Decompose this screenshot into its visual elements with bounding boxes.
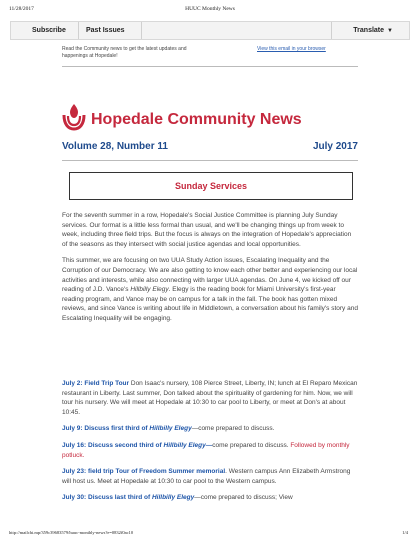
book-title: Hillbilly Elegy [151,494,195,502]
print-url: http://mailchi.mp/359c39683579/huuc-monthly-news?e=0832f0ac10 [9,530,134,535]
view-in-browser-link[interactable]: View this email in your browser [257,46,326,52]
event-desc: —come prepared to discuss; View [194,494,293,502]
section-heading-box [69,172,353,200]
event-desc: Don Isaac's nursery, 108 Pierce Street, Liberty, IN; lunch at El Reparo Mexican restaurant in Liberty. Last summer, Don talked about the spirituality of gardening for him. Now, we will tour his nursery. We will meet at Hopedale at 10:30 to car pool to Liberty, or meet at Don's at about 10:45. [62,380,358,416]
preheader-text: Read the Community news to get the latest updates and happenings at Hopedale! [62,46,187,59]
event-item [62,379,358,417]
paragraph-text: . Elegy is the reading book for Miami University's first-year reading program, and Vance may be on campus for a talk in the fall. The book has gotten mixed reviews, and since Vance is writing about life in Middletown, a conversation about his family's story and Escalating Inequality will be engaging. [62,286,358,322]
page-number: 1/4 [402,530,408,535]
past-issues-link[interactable]: Past Issues [86,27,125,34]
section-heading: Sunday Services [174,181,248,191]
navbar-separator [141,22,142,39]
navbar-separator [331,22,332,39]
event-title: July 9: Discuss first third of [62,425,150,433]
volume-number: Volume 28, Number 11 [62,141,168,152]
article-body [62,211,358,331]
issue-month: July 2017 [312,141,358,152]
chevron-down-icon: ▼ [387,28,393,34]
print-date: 11/28/2017 [9,6,34,12]
issue-divider [62,160,358,161]
event-desc: . Western campus Ann Elizabeth Armstrong will host us. Meet at Hopedale at 10:30 to car pool to the Western campus. [62,468,351,485]
top-navbar [10,21,410,40]
event-item [62,493,358,503]
event-title: July 30: Discuss last third of [62,494,152,502]
event-item [62,424,358,434]
navbar-separator [78,22,79,39]
paragraph-focus [62,256,358,323]
book-title: Hillbilly Elegy [130,286,169,294]
event-desc: come prepared to discuss. [212,441,291,449]
paragraph-intro: For the seventh summer in a row, Hopedale's Social Justice Committee is planning July Sunday services. Our format is a little less formal than usual, and we'll be changing things up from week to week, including three field trips. But the focus is always on the integration of Hopedale's appreciation of the seasons as they intersect with social justice agendas and local opportunities. [62,212,352,248]
event-title: July 16: Discuss second third of [62,441,164,449]
event-title-dash: — [205,441,213,449]
event-title: July 23: field trip Tour of Freedom Summer memorial [62,468,226,476]
print-header [0,6,420,16]
paragraph-text: This summer, we are focusing on two UUA Study Action issues, Escalating Inequality and the Corruption of our Democracy. We are also getting to know each other better and experiencing our local activities and interests, while also connecting with larger UUA agendas. On June 4, we kicked off our reading of J.D. Vance's [62,257,358,294]
print-title: HUUC Monthly News [185,6,235,12]
header-divider [62,66,358,67]
event-item [62,441,358,460]
translate-dropdown[interactable] [353,22,393,39]
flaming-chalice-icon [62,102,86,132]
translate-label: Translate [353,27,385,34]
subscribe-link[interactable]: Subscribe [32,27,66,34]
book-title: Hillbilly Elegy [149,425,192,433]
event-desc: —come prepared to discuss. [191,425,275,433]
event-title: July 2: Field Trip Tour [62,380,130,387]
event-note: Followed by monthly potluck. [62,441,350,459]
newsletter-title: Hopedale Community News [91,111,302,128]
book-title: Hillbilly Elegy [163,441,206,449]
event-item [62,467,358,486]
event-list [62,379,358,510]
